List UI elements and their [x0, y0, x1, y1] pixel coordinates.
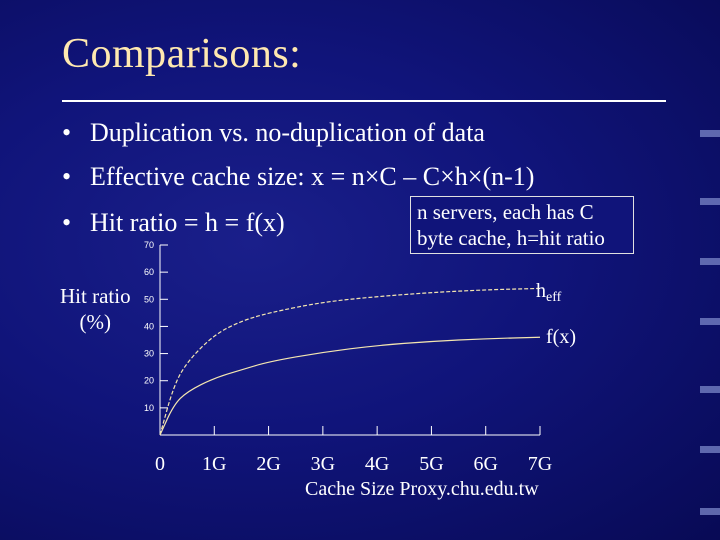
x-tick-label: 0 [155, 453, 165, 475]
bullet-text: Effective cache size: x = n×C – C×h×(n-1) [90, 162, 535, 191]
heff-label-sub: eff [546, 290, 562, 305]
callout-line-2: byte cache, h=hit ratio [417, 226, 605, 250]
x-tick-label: 1G [202, 453, 227, 475]
x-tick-label: 6G [473, 453, 498, 475]
y-tick-label: 70 [143, 240, 154, 250]
y-tick-label: 60 [143, 267, 154, 278]
heff-series-line [160, 288, 540, 435]
x-tick-label: 4G [364, 453, 390, 475]
bullet-marker: • [62, 162, 72, 191]
fx-series-line [160, 337, 540, 435]
bullet-text: Hit ratio = h = f(x) [90, 208, 285, 237]
heff-curve-label [536, 280, 561, 306]
bullet-text: Duplication vs. no-duplication of data [90, 118, 485, 147]
x-tick-label: 5G [419, 453, 444, 475]
y-tick-label: 40 [143, 321, 154, 332]
y-tick-label: 30 [143, 348, 154, 359]
slide-title: Comparisons: [62, 31, 302, 77]
callout-line-1: n servers, each has C [417, 200, 594, 224]
y-tick-label: 20 [143, 375, 154, 386]
y-axis-title-line-2: (%) [79, 310, 112, 334]
fx-curve-label: f(x) [546, 326, 576, 348]
y-tick-label: 50 [143, 294, 154, 305]
heff-label-main: h [536, 280, 546, 302]
x-tick-label: 2G [256, 453, 281, 475]
x-tick-label: 3G [310, 453, 336, 475]
y-axis-title-line-1: Hit ratio [60, 284, 131, 308]
bullet-marker: • [62, 118, 72, 147]
y-tick-label: 10 [143, 402, 154, 413]
bullet-marker: • [62, 208, 72, 237]
x-tick-label: 7G [527, 453, 553, 475]
x-axis-title-and-source: Cache Size Proxy.chu.edu.tw [305, 478, 539, 500]
